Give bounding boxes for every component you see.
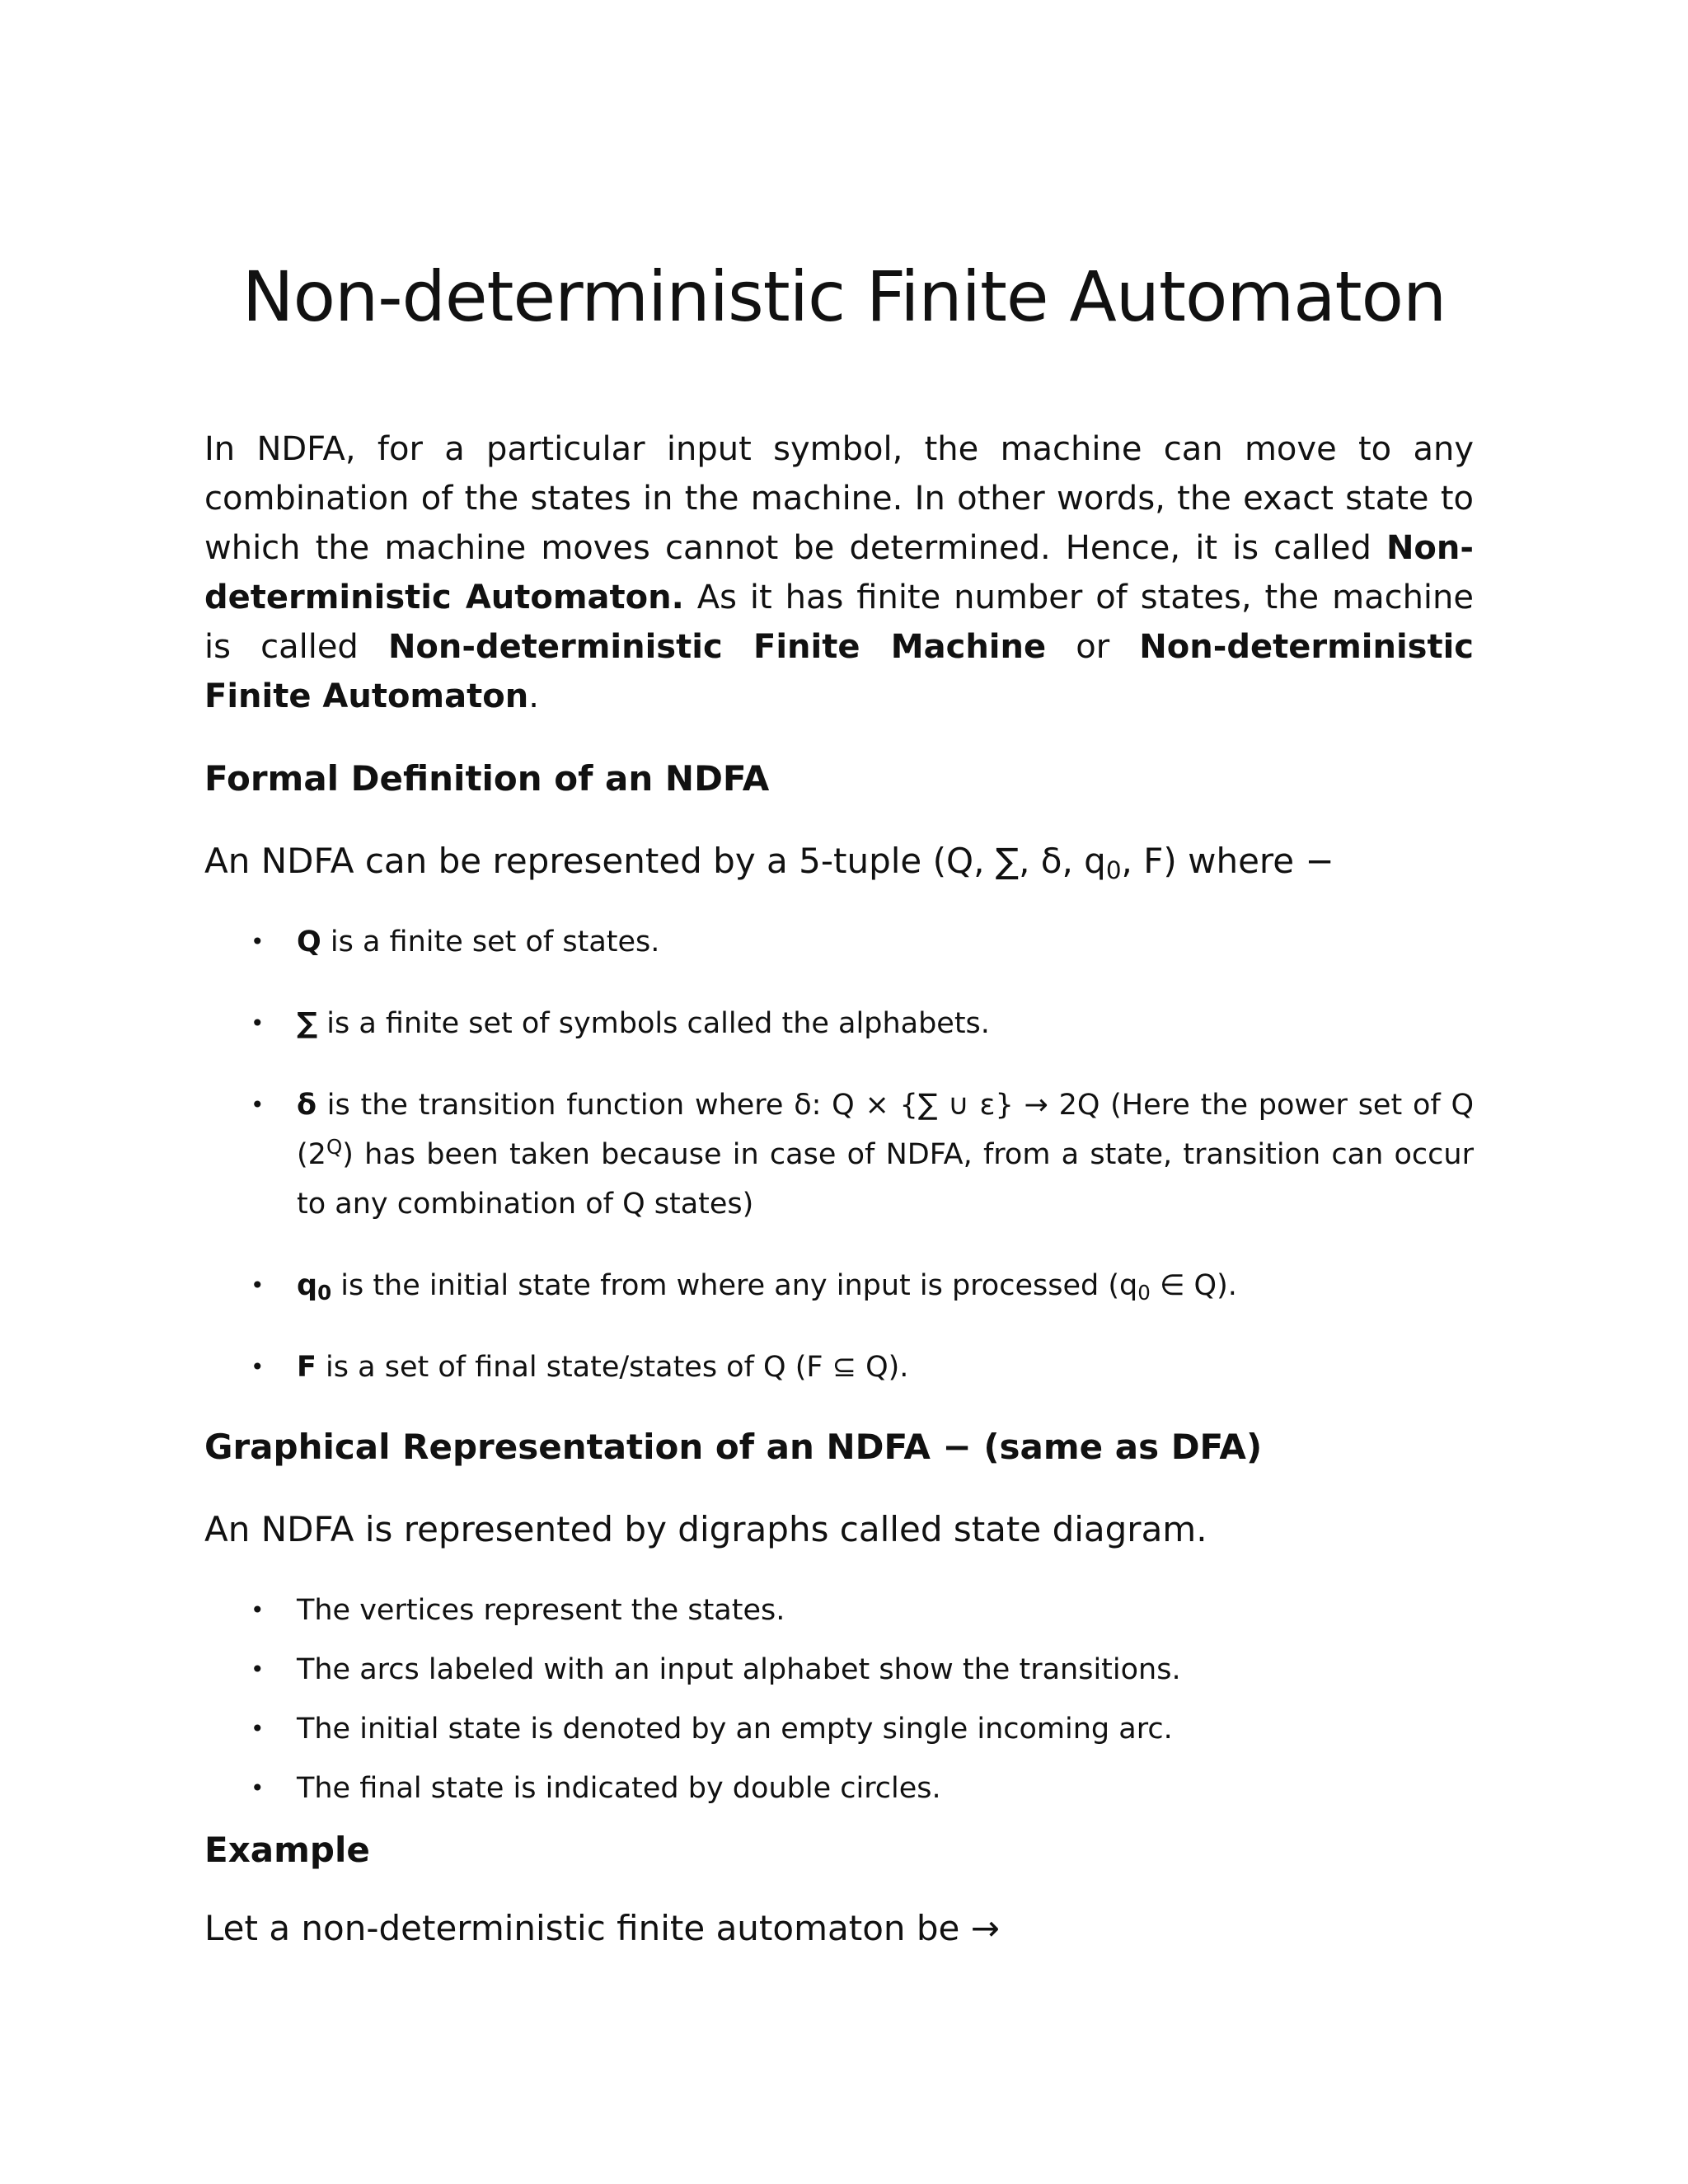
bullet-icon: • [251, 1091, 265, 1118]
list-item-desc-a: is the initial state from where any input is processed (q [331, 1269, 1138, 1302]
list-item-text [297, 1343, 1474, 1392]
list-item [204, 999, 1474, 1048]
list-item-text [297, 999, 1474, 1048]
formal-definition-lead [204, 837, 1474, 886]
intro-bold-1: Non-deterministic Automaton. [204, 529, 1474, 616]
bullet-icon: • [251, 1272, 265, 1299]
graphical-representation-list [204, 1581, 1474, 1818]
list-item-desc-b: ∈ Q). [1150, 1269, 1237, 1302]
list-item-text: The initial state is denoted by an empty single incoming arc. [297, 1713, 1173, 1746]
example-lead: Let a non-deterministic finite automaton be → [204, 1908, 1000, 1948]
intro-paragraph [204, 424, 1474, 721]
intro-text-1: In NDFA, for a particular input symbol, the machine can move to any combination of the states in the machine. In other words, the exact state to which the machine moves cannot be determined. Hence, it is called [204, 430, 1474, 567]
list-item [204, 1261, 1474, 1310]
list-item-text: The vertices represent the states. [297, 1594, 785, 1627]
list-item-desc: is a set of final state/states of Q (F ⊆ Q). [316, 1351, 909, 1384]
intro-bold-2: Non-deterministic Finite Machine [387, 628, 1047, 666]
list-item-subscript: 0 [1137, 1281, 1151, 1305]
list-item-text: The arcs labeled with an input alphabet show the transitions. [297, 1653, 1181, 1686]
formal-lead-text-a: An NDFA can be represented by a 5-tuple (Q, ∑, δ, q [204, 841, 1106, 881]
list-item-term: Q [297, 926, 321, 958]
term-letter: q [297, 1269, 318, 1302]
list-item [204, 1699, 1474, 1759]
list-item-term: ∑ [297, 1007, 318, 1040]
list-item [204, 1343, 1474, 1392]
list-item-text [297, 1261, 1474, 1310]
intro-text-3: or [1046, 628, 1140, 666]
list-item-term: δ [297, 1089, 317, 1122]
list-item [204, 1759, 1474, 1818]
list-item [204, 1080, 1474, 1229]
bullet-icon: • [251, 1010, 265, 1037]
list-item-desc-b: ) has been taken because in case of NDFA, from a state, transition can occur to any combination of Q states) [297, 1138, 1474, 1221]
list-item [204, 1640, 1474, 1699]
list-item [204, 1581, 1474, 1640]
intro-bold-3: Non-deterministic Finite Automaton [204, 628, 1474, 715]
list-item-desc-a: is the transition function where δ: Q × {∑ ∪ ε} → 2Q (Here the power set of Q (2 [297, 1089, 1474, 1171]
bullet-icon: • [251, 1596, 265, 1624]
list-item-text [297, 1080, 1474, 1229]
bullet-icon: • [251, 1353, 265, 1380]
list-item-text: The final state is indicated by double circles. [297, 1772, 941, 1805]
list-item-term: F [297, 1351, 316, 1384]
formal-lead-text-b: , F) where − [1121, 841, 1334, 881]
bullet-icon: • [251, 928, 265, 955]
bullet-icon: • [251, 1715, 265, 1742]
bullet-icon: • [251, 1656, 265, 1683]
list-item-desc: is a finite set of symbols called the alphabets. [317, 1007, 990, 1040]
formal-lead-subscript: 0 [1105, 856, 1122, 885]
graphical-representation-heading: Graphical Representation of an NDFA − (same as DFA) [204, 1427, 1263, 1467]
graphical-representation-lead: An NDFA is represented by digraphs called state diagram. [204, 1509, 1207, 1549]
example-heading: Example [204, 1830, 370, 1870]
intro-text-4: . [528, 677, 539, 715]
list-item-superscript: Q [326, 1134, 343, 1159]
intro-text-2: As it has finite number of states, the machine is called [204, 579, 1475, 666]
formal-definition-heading: Formal Definition of an NDFA [204, 758, 770, 799]
list-item-desc: is a finite set of states. [321, 926, 660, 958]
list-item-term [297, 1269, 332, 1305]
list-item [204, 917, 1474, 967]
list-item-text [297, 917, 1474, 967]
term-subscript: 0 [317, 1281, 332, 1305]
formal-definition-list [204, 917, 1474, 1424]
page-title: Non-deterministic Finite Automaton [241, 256, 1447, 337]
bullet-icon: • [251, 1774, 265, 1802]
